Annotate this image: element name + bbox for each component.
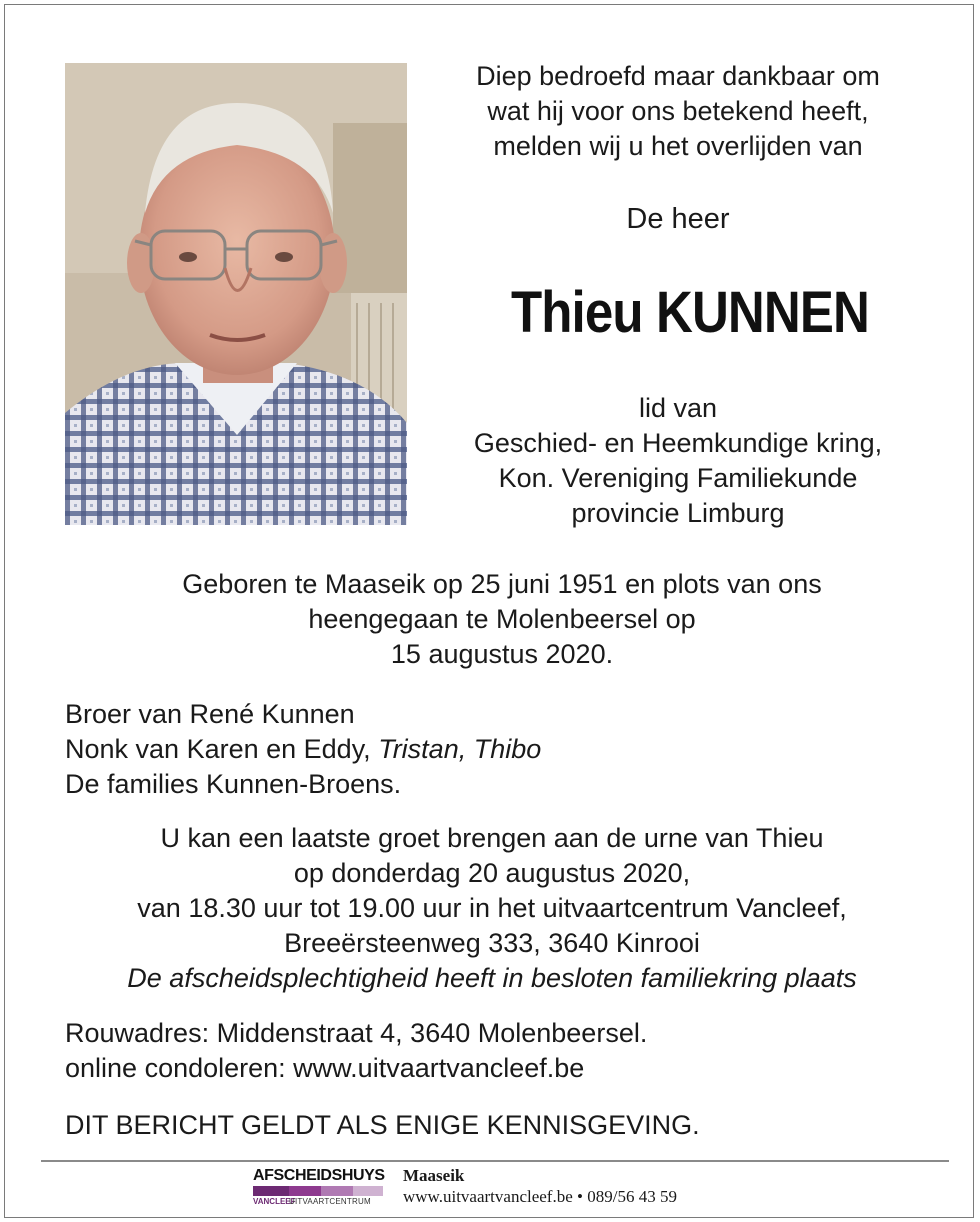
birth-line: 15 augustus 2020. <box>390 639 614 669</box>
deceased-name: Thieu KUNNEN <box>510 280 870 345</box>
online-condolence-link[interactable]: online condoleren: www.uitvaartvancleef.be <box>65 1053 585 1083</box>
funeral-home-contact <box>403 1165 803 1208</box>
logo-subtitle-left: VANCLEEF <box>253 1197 296 1206</box>
family-line: Broer van René Kunnen <box>65 699 355 729</box>
intro-line: wat hij voor ons betekend heeft, <box>487 96 869 126</box>
funeral-home-contact-line <box>403 1186 803 1208</box>
logo-bar-segment <box>289 1186 321 1196</box>
membership-text <box>417 391 939 531</box>
funeral-home-logo <box>253 1167 383 1207</box>
family-line-plain: Nonk van Karen en Eddy, <box>65 734 379 764</box>
birth-line: Geboren te Maaseik op 25 juni 1951 en plots van ons <box>182 569 822 599</box>
portrait-photo-icon <box>65 63 407 525</box>
logo-subtitle <box>253 1197 383 1207</box>
ceremony-line: van 18.30 uur tot 19.00 uur in het uitvaartcentrum Vancleef, <box>137 893 847 923</box>
membership-line: lid van <box>638 393 718 423</box>
separator-bullet: • <box>577 1187 583 1206</box>
intro-line: melden wij u het overlijden van <box>493 131 863 161</box>
ceremony-text <box>45 821 939 996</box>
death-notice-card <box>4 4 974 1218</box>
title-prefix: De heer <box>626 203 730 235</box>
funeral-home-phone[interactable]: 089/56 43 59 <box>587 1187 677 1206</box>
birth-death-text <box>65 567 939 672</box>
birth-line: heengegaan te Molenbeersel op <box>308 604 696 634</box>
intro-text <box>417 59 939 164</box>
family-line <box>65 732 939 767</box>
contact-text <box>65 1016 939 1086</box>
mourning-address: Rouwadres: Middenstraat 4, 3640 Molenbeersel. <box>65 1018 648 1048</box>
family-line: De families Kunnen-Broens. <box>65 769 402 799</box>
ceremony-italic-line: De afscheidsplechtigheid heeft in besloten familiekring plaats <box>127 963 857 993</box>
portrait-photo <box>65 63 407 525</box>
ceremony-line: U kan een laatste groet brengen aan de urne van Thieu <box>160 823 824 853</box>
funeral-home-city: Maaseik <box>403 1166 465 1185</box>
funeral-home-website-link[interactable]: www.uitvaartvancleef.be <box>403 1187 573 1206</box>
ceremony-line: Breeërsteenweg 333, 3640 Kinrooi <box>284 928 700 958</box>
logo-bar-segment <box>253 1186 289 1196</box>
membership-line: Geschied- en Heemkundige kring, <box>473 428 883 458</box>
logo-title: AFSCHEIDSHUYS <box>253 1167 385 1184</box>
membership-line: provincie Limburg <box>571 498 785 528</box>
logo-subtitle-right: UITVAARTCENTRUM <box>289 1197 371 1206</box>
intro-line: Diep bedroefd maar dankbaar om <box>476 61 880 91</box>
footer-divider <box>41 1160 949 1162</box>
ceremony-line: op donderdag 20 augustus 2020, <box>293 858 691 888</box>
logo-bar-segment <box>353 1186 383 1196</box>
logo-bar-segment <box>321 1186 353 1196</box>
family-line-italic: Tristan, Thibo <box>378 734 542 764</box>
membership-line: Kon. Vereniging Familiekunde <box>498 463 858 493</box>
logo-color-bar <box>253 1186 383 1196</box>
family-text <box>65 697 939 802</box>
notice-text: DIT BERICHT GELDT ALS ENIGE KENNISGEVING. <box>65 1110 700 1140</box>
